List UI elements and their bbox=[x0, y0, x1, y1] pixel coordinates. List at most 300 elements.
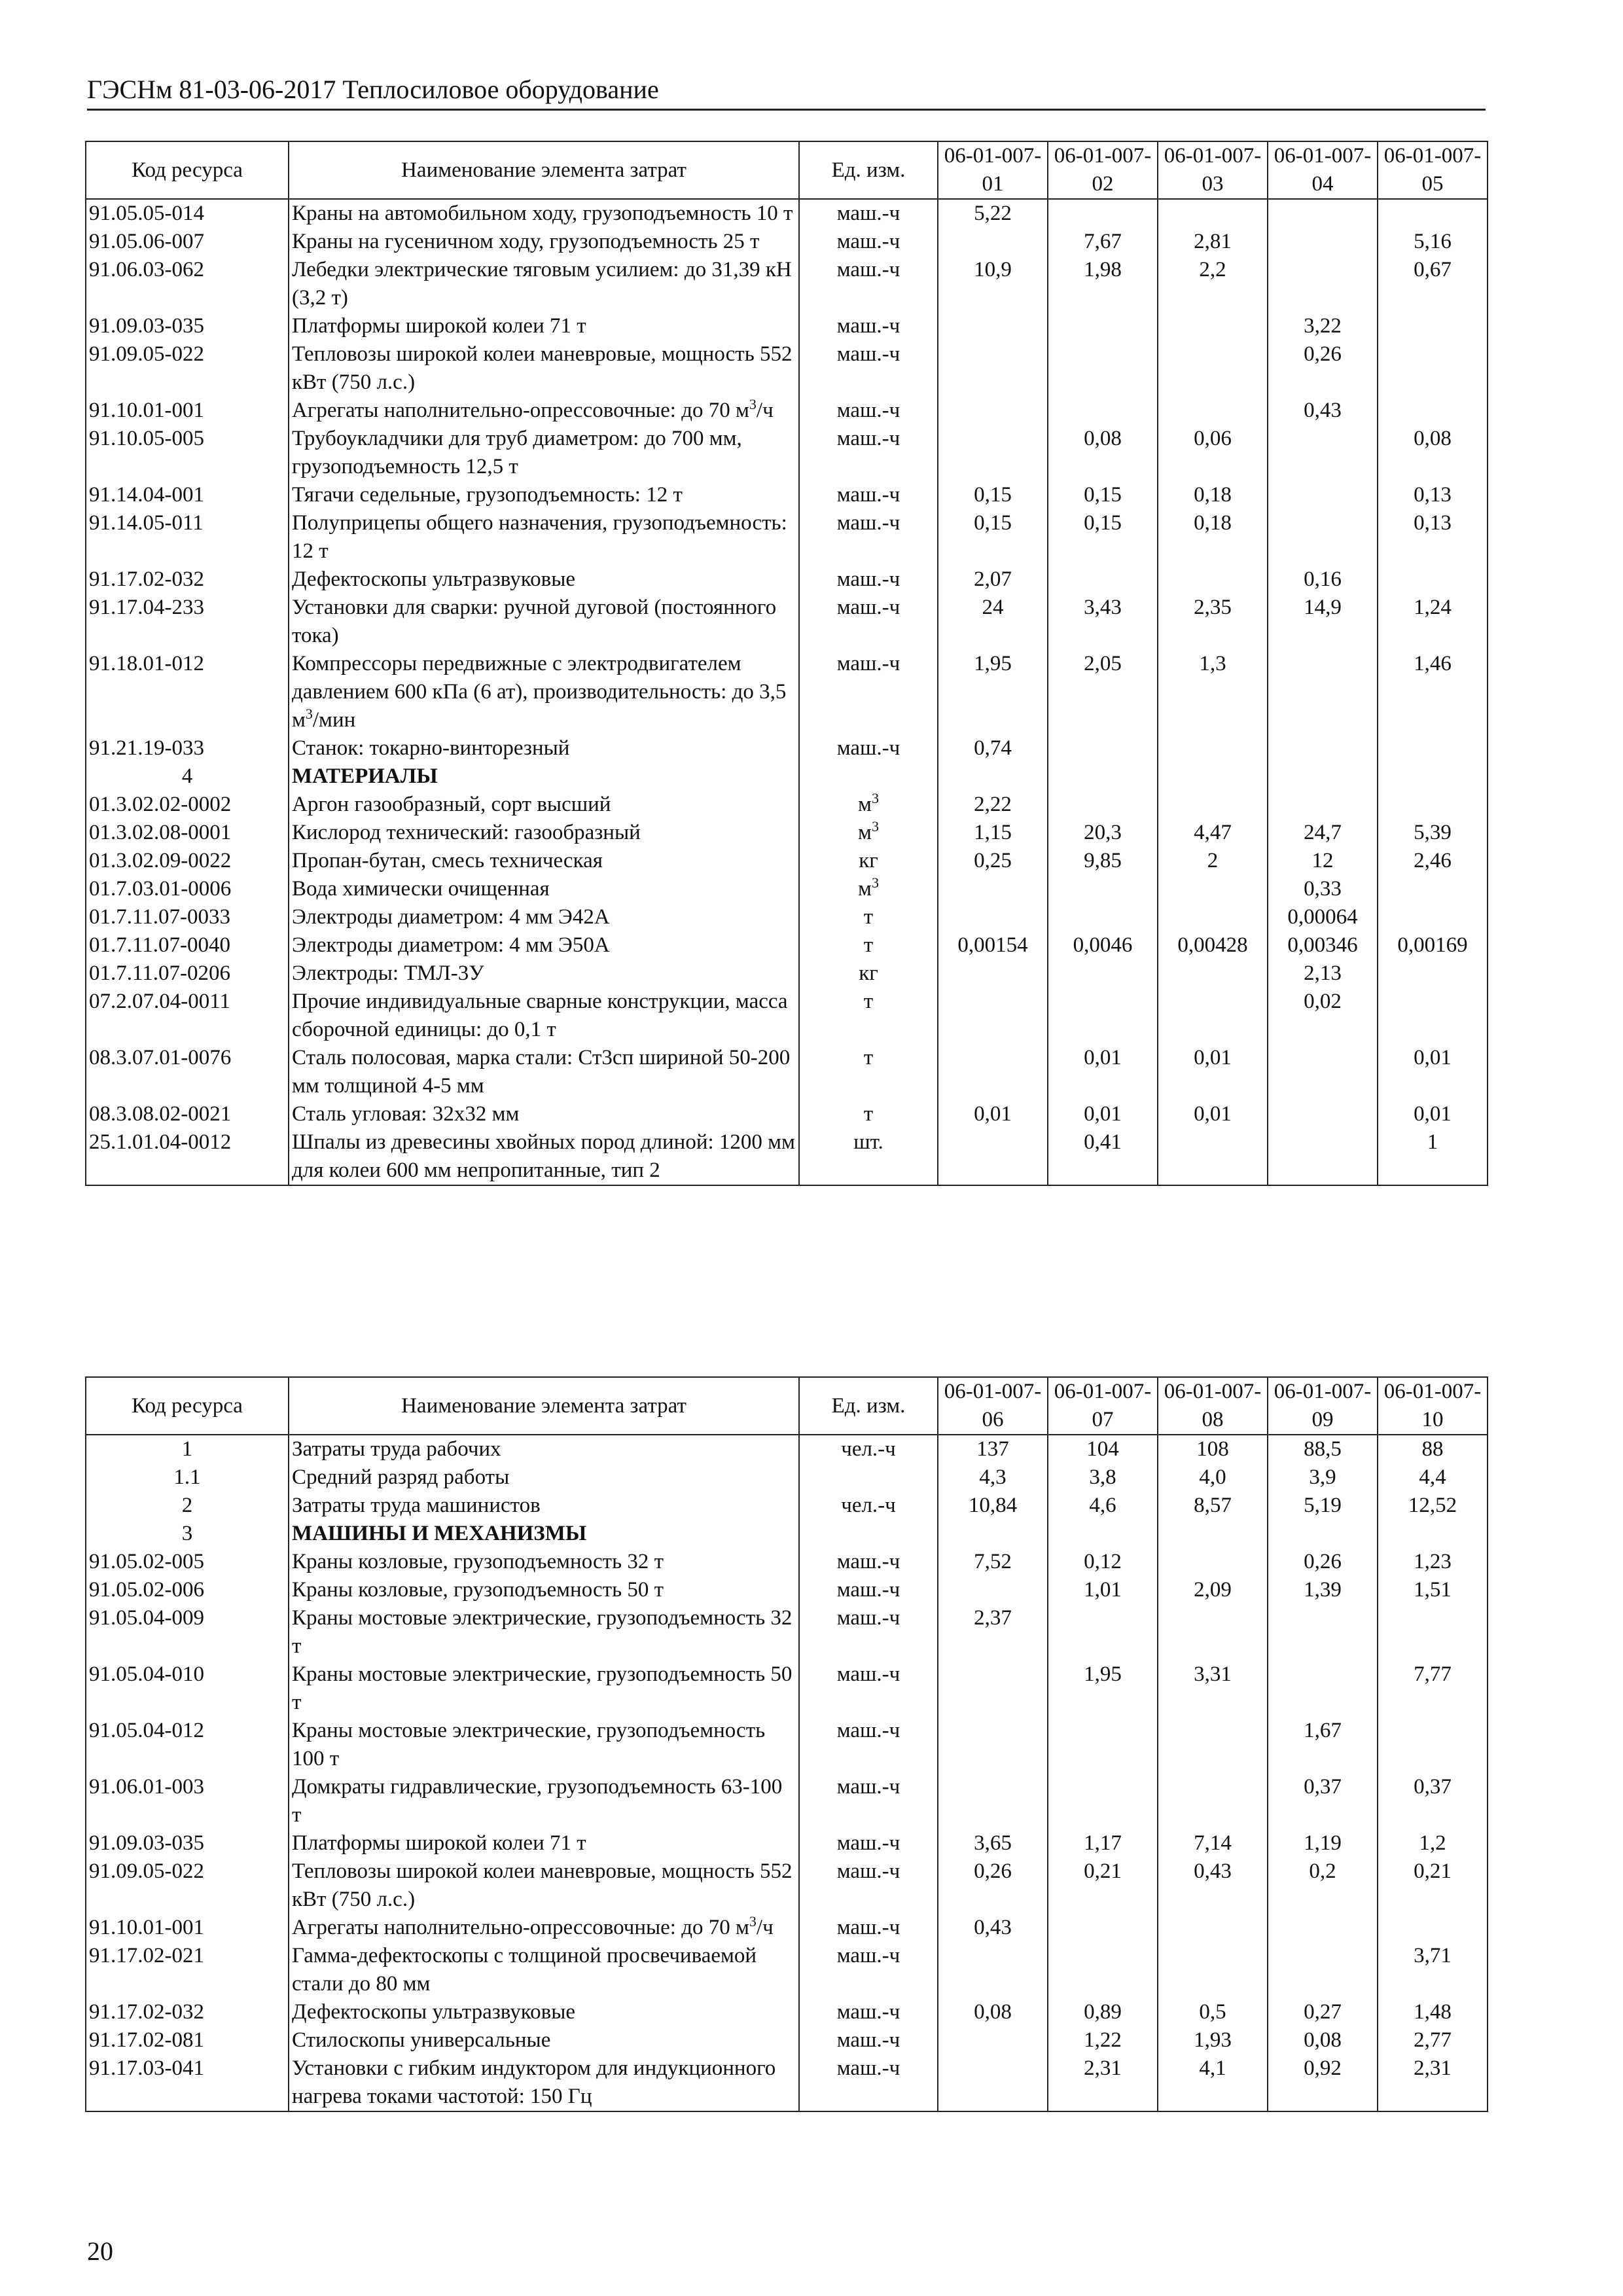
norm-value: 88 bbox=[1378, 1435, 1488, 1463]
norm-value bbox=[1158, 734, 1268, 762]
norm-value: 1,15 bbox=[938, 819, 1048, 847]
resource-code: 91.06.03-062 bbox=[86, 256, 289, 312]
col-header-norm: 06-01-007-05 bbox=[1378, 141, 1488, 199]
table-row bbox=[86, 819, 1488, 847]
norm-value bbox=[1158, 1773, 1268, 1829]
resource-code: 91.17.03-041 bbox=[86, 2054, 289, 2111]
cost-element-name: Затраты труда машинистов bbox=[289, 1492, 799, 1520]
resource-code: 91.05.04-010 bbox=[86, 1660, 289, 1717]
cost-element-name: Трубоукладчики для труб диаметром: до 700 мм, грузоподъемность 12,5 т bbox=[289, 425, 799, 481]
norm-value bbox=[1048, 312, 1158, 340]
norm-value bbox=[1268, 762, 1378, 791]
norm-value: 2,35 bbox=[1158, 594, 1268, 650]
table-row bbox=[86, 1857, 1488, 1914]
unit-of-measure: маш.-ч bbox=[799, 1717, 938, 1773]
norm-value bbox=[938, 312, 1048, 340]
resource-code: 01.3.02.09-0022 bbox=[86, 847, 289, 875]
norm-value bbox=[1158, 875, 1268, 903]
norm-value: 1,98 bbox=[1048, 256, 1158, 312]
norm-value: 0,0046 bbox=[1048, 931, 1158, 960]
table-row bbox=[86, 875, 1488, 903]
norm-value bbox=[1268, 734, 1378, 762]
norm-value: 1,22 bbox=[1048, 2026, 1158, 2054]
norm-value: 0,89 bbox=[1048, 1998, 1158, 2026]
unit-of-measure: шт. bbox=[799, 1128, 938, 1185]
norm-value: 0,74 bbox=[938, 734, 1048, 762]
table-row bbox=[86, 1773, 1488, 1829]
norm-value bbox=[938, 425, 1048, 481]
unit-of-measure: чел.-ч bbox=[799, 1492, 938, 1520]
norm-value: 0,5 bbox=[1158, 1998, 1268, 2026]
norm-value bbox=[1158, 1914, 1268, 1942]
norm-value bbox=[1158, 903, 1268, 931]
norm-value bbox=[1048, 199, 1158, 228]
cost-element-name: МАШИНЫ И МЕХАНИЗМЫ bbox=[289, 1520, 799, 1548]
norm-value bbox=[1158, 1942, 1268, 1998]
resource-code: 91.05.06-007 bbox=[86, 228, 289, 256]
norm-value bbox=[1378, 199, 1488, 228]
norm-value: 4,1 bbox=[1158, 2054, 1268, 2111]
resource-code: 91.05.02-005 bbox=[86, 1548, 289, 1576]
cost-element-name: Дефектоскопы ультразвуковые bbox=[289, 1998, 799, 2026]
norm-value: 5,39 bbox=[1378, 819, 1488, 847]
col-header-norm: 06-01-007-03 bbox=[1158, 141, 1268, 199]
norm-value bbox=[938, 2054, 1048, 2111]
table-row bbox=[86, 397, 1488, 425]
cost-element-name: Дефектоскопы ультразвуковые bbox=[289, 565, 799, 594]
norm-value bbox=[1378, 734, 1488, 762]
resource-code: 91.05.05-014 bbox=[86, 199, 289, 228]
unit-of-measure: т bbox=[799, 988, 938, 1044]
norm-value: 24 bbox=[938, 594, 1048, 650]
cost-element-name: Сталь полосовая, марка стали: Ст3сп шириной 50-200 мм толщиной 4-5 мм bbox=[289, 1044, 799, 1100]
unit-of-measure: маш.-ч bbox=[799, 397, 938, 425]
norm-value: 1,24 bbox=[1378, 594, 1488, 650]
norm-value: 104 bbox=[1048, 1435, 1158, 1463]
cost-element-name: Платформы широкой колеи 71 т bbox=[289, 312, 799, 340]
cost-element-name: Агрегаты наполнительно-опрессовочные: до 70 $м^3/ч$ bbox=[289, 1914, 799, 1942]
unit-of-measure: маш.-ч bbox=[799, 650, 938, 734]
col-header-norm: 06-01-007-10 bbox=[1378, 1377, 1488, 1435]
col-header-name: Наименование элемента затрат bbox=[289, 141, 799, 199]
norm-value: 7,52 bbox=[938, 1548, 1048, 1576]
norm-value bbox=[1268, 650, 1378, 734]
resource-code: 91.18.01-012 bbox=[86, 650, 289, 734]
norm-value: 1,2 bbox=[1378, 1829, 1488, 1857]
resource-code: 01.7.11.07-0040 bbox=[86, 931, 289, 960]
resource-table-1 bbox=[85, 141, 1488, 1186]
norm-value bbox=[1268, 1128, 1378, 1185]
unit-of-measure: маш.-ч bbox=[799, 2026, 938, 2054]
norm-value bbox=[938, 1660, 1048, 1717]
unit-of-measure: маш.-ч bbox=[799, 509, 938, 565]
resource-code: 01.7.11.07-0206 bbox=[86, 960, 289, 988]
norm-value bbox=[1378, 1717, 1488, 1773]
norm-value bbox=[1378, 1604, 1488, 1660]
resource-code: 91.17.02-032 bbox=[86, 565, 289, 594]
norm-value bbox=[1048, 565, 1158, 594]
norm-value: 0,15 bbox=[938, 509, 1048, 565]
norm-value: 0,2 bbox=[1268, 1857, 1378, 1914]
table-row bbox=[86, 847, 1488, 875]
norm-value: 2,05 bbox=[1048, 650, 1158, 734]
norm-value: 0,08 bbox=[938, 1998, 1048, 2026]
norm-value: 0,33 bbox=[1268, 875, 1378, 903]
unit-of-measure: маш.-ч bbox=[799, 228, 938, 256]
cost-element-name: Краны козловые, грузоподъемность 50 т bbox=[289, 1576, 799, 1604]
norm-value: 0,00346 bbox=[1268, 931, 1378, 960]
norm-value: 0,01 bbox=[1048, 1100, 1158, 1128]
table-row bbox=[86, 1100, 1488, 1128]
resource-code: 07.2.07.04-0011 bbox=[86, 988, 289, 1044]
norm-value bbox=[938, 1773, 1048, 1829]
norm-value: 2,07 bbox=[938, 565, 1048, 594]
norm-value: 20,3 bbox=[1048, 819, 1158, 847]
norm-value bbox=[1268, 228, 1378, 256]
cost-element-name: Средний разряд работы bbox=[289, 1463, 799, 1492]
norm-value bbox=[1268, 1604, 1378, 1660]
norm-value: 0,13 bbox=[1378, 481, 1488, 509]
norm-value: 3,71 bbox=[1378, 1942, 1488, 1998]
norm-value bbox=[1268, 1914, 1378, 1942]
norm-value: 2,81 bbox=[1158, 228, 1268, 256]
norm-value bbox=[1158, 988, 1268, 1044]
norm-value: 3,9 bbox=[1268, 1463, 1378, 1492]
unit-of-measure: т bbox=[799, 1100, 938, 1128]
norm-value: 14,9 bbox=[1268, 594, 1378, 650]
norm-value bbox=[1048, 397, 1158, 425]
cost-element-name: Прочие индивидуальные сварные конструкции, масса сборочной единицы: до 0,1 т bbox=[289, 988, 799, 1044]
norm-value: 2,37 bbox=[938, 1604, 1048, 1660]
norm-value: 0,37 bbox=[1268, 1773, 1378, 1829]
norm-value bbox=[1268, 791, 1378, 819]
norm-value: 0,01 bbox=[1048, 1044, 1158, 1100]
resource-code: 08.3.08.02-0021 bbox=[86, 1100, 289, 1128]
norm-value: 2,46 bbox=[1378, 847, 1488, 875]
norm-value: 0,43 bbox=[938, 1914, 1048, 1942]
cost-element-name: Электроды: ТМЛ-3У bbox=[289, 960, 799, 988]
col-header-norm: 06-01-007-08 bbox=[1158, 1377, 1268, 1435]
norm-value bbox=[1378, 875, 1488, 903]
norm-value bbox=[1158, 397, 1268, 425]
norm-value bbox=[1378, 960, 1488, 988]
cost-element-name: Платформы широкой колеи 71 т bbox=[289, 1829, 799, 1857]
norm-value bbox=[1158, 1548, 1268, 1576]
resource-code: 91.10.01-001 bbox=[86, 1914, 289, 1942]
norm-value bbox=[1048, 1604, 1158, 1660]
table-row bbox=[86, 312, 1488, 340]
norm-value: 12,52 bbox=[1378, 1492, 1488, 1520]
norm-value bbox=[1158, 1128, 1268, 1185]
col-header-norm: 06-01-007-07 bbox=[1048, 1377, 1158, 1435]
col-header-norm: 06-01-007-06 bbox=[938, 1377, 1048, 1435]
norm-value: 5,19 bbox=[1268, 1492, 1378, 1520]
col-header-norm: 06-01-007-02 bbox=[1048, 141, 1158, 199]
norm-value: 0,21 bbox=[1048, 1857, 1158, 1914]
norm-value: 1,19 bbox=[1268, 1829, 1378, 1857]
table-row bbox=[86, 256, 1488, 312]
norm-value bbox=[1048, 340, 1158, 397]
norm-value: 0,01 bbox=[1378, 1100, 1488, 1128]
cost-element-name: Аргон газообразный, сорт высший bbox=[289, 791, 799, 819]
unit-of-measure: $м^3$ bbox=[799, 875, 938, 903]
norm-value: 10,9 bbox=[938, 256, 1048, 312]
table-row bbox=[86, 1463, 1488, 1492]
document-header: ГЭСНм 81-03-06-2017 Теплосиловое оборудование bbox=[87, 73, 1486, 111]
norm-value: 3,31 bbox=[1158, 1660, 1268, 1717]
unit-of-measure: маш.-ч bbox=[799, 1548, 938, 1576]
norm-value: 3,22 bbox=[1268, 312, 1378, 340]
norm-value bbox=[1268, 1660, 1378, 1717]
unit-of-measure: маш.-ч bbox=[799, 312, 938, 340]
norm-value: 0,00064 bbox=[1268, 903, 1378, 931]
resource-code: 08.3.07.01-0076 bbox=[86, 1044, 289, 1100]
resource-code: 91.17.02-081 bbox=[86, 2026, 289, 2054]
norm-value bbox=[1268, 509, 1378, 565]
norm-value: 0,26 bbox=[1268, 1548, 1378, 1576]
table-row bbox=[86, 1998, 1488, 2026]
col-header-name: Наименование элемента затрат bbox=[289, 1377, 799, 1435]
table-row bbox=[86, 1829, 1488, 1857]
cost-element-name: Установки для сварки: ручной дуговой (постоянного тока) bbox=[289, 594, 799, 650]
unit-of-measure: чел.-ч bbox=[799, 1435, 938, 1463]
norm-value: 0,15 bbox=[938, 481, 1048, 509]
norm-value bbox=[1158, 791, 1268, 819]
unit-of-measure: кг bbox=[799, 960, 938, 988]
unit-of-measure: маш.-ч bbox=[799, 1604, 938, 1660]
norm-value bbox=[1048, 762, 1158, 791]
resource-code: 91.09.05-022 bbox=[86, 340, 289, 397]
norm-value: 0,01 bbox=[1158, 1044, 1268, 1100]
norm-value bbox=[938, 397, 1048, 425]
norm-value bbox=[1268, 199, 1378, 228]
unit-of-measure: маш.-ч bbox=[799, 1773, 938, 1829]
norm-value: 4,6 bbox=[1048, 1492, 1158, 1520]
resource-code: 91.21.19-033 bbox=[86, 734, 289, 762]
unit-of-measure: маш.-ч bbox=[799, 1914, 938, 1942]
norm-value: 1,93 bbox=[1158, 2026, 1268, 2054]
norm-value bbox=[1048, 903, 1158, 931]
cost-element-name: Краны на гусеничном ходу, грузоподъемность 25 т bbox=[289, 228, 799, 256]
unit-of-measure: маш.-ч bbox=[799, 565, 938, 594]
norm-value: 1,23 bbox=[1378, 1548, 1488, 1576]
resource-code: 91.10.05-005 bbox=[86, 425, 289, 481]
table-header-row bbox=[86, 1377, 1488, 1435]
table-row bbox=[86, 1044, 1488, 1100]
cost-element-name: Тепловозы широкой колеи маневровые, мощность 552 кВт (750 л.с.) bbox=[289, 340, 799, 397]
norm-value: 0,41 bbox=[1048, 1128, 1158, 1185]
unit-of-measure: маш.-ч bbox=[799, 2054, 938, 2111]
unit-of-measure: т bbox=[799, 1044, 938, 1100]
col-header-norm: 06-01-007-09 bbox=[1268, 1377, 1378, 1435]
table-row bbox=[86, 650, 1488, 734]
norm-value: 5,22 bbox=[938, 199, 1048, 228]
norm-value bbox=[1378, 903, 1488, 931]
table-row bbox=[86, 903, 1488, 931]
norm-value bbox=[1378, 1520, 1488, 1548]
norm-value: 12 bbox=[1268, 847, 1378, 875]
table-row bbox=[86, 509, 1488, 565]
resource-code: 91.14.05-011 bbox=[86, 509, 289, 565]
cost-element-name: Краны мостовые электрические, грузоподъемность 50 т bbox=[289, 1660, 799, 1717]
cost-element-name: Станок: токарно-винторезный bbox=[289, 734, 799, 762]
table-row bbox=[86, 481, 1488, 509]
page-number: 20 bbox=[87, 2236, 113, 2266]
norm-value: 3,8 bbox=[1048, 1463, 1158, 1492]
cost-element-name: Вода химически очищенная bbox=[289, 875, 799, 903]
norm-value bbox=[938, 228, 1048, 256]
table-row bbox=[86, 199, 1488, 228]
norm-value: 0,25 bbox=[938, 847, 1048, 875]
norm-value: 3,43 bbox=[1048, 594, 1158, 650]
table-row bbox=[86, 988, 1488, 1044]
norm-value: 2,31 bbox=[1048, 2054, 1158, 2111]
norm-value: 0,37 bbox=[1378, 1773, 1488, 1829]
cost-element-name: Пропан-бутан, смесь техническая bbox=[289, 847, 799, 875]
norm-value: 0,08 bbox=[1378, 425, 1488, 481]
resource-code: 91.05.04-012 bbox=[86, 1717, 289, 1773]
unit-of-measure: маш.-ч bbox=[799, 481, 938, 509]
resource-code: 91.14.04-001 bbox=[86, 481, 289, 509]
norm-value: 0,02 bbox=[1268, 988, 1378, 1044]
unit-of-measure: маш.-ч bbox=[799, 1998, 938, 2026]
norm-value: 2,31 bbox=[1378, 2054, 1488, 2111]
norm-value bbox=[1158, 960, 1268, 988]
norm-value: 0,18 bbox=[1158, 481, 1268, 509]
col-header-code: Код ресурса bbox=[86, 141, 289, 199]
cost-element-name: Краны козловые, грузоподъемность 32 т bbox=[289, 1548, 799, 1576]
unit-of-measure: кг bbox=[799, 847, 938, 875]
norm-value bbox=[1158, 565, 1268, 594]
norm-value: 7,14 bbox=[1158, 1829, 1268, 1857]
unit-of-measure bbox=[799, 1463, 938, 1492]
norm-value: 1,01 bbox=[1048, 1576, 1158, 1604]
norm-value: 2,09 bbox=[1158, 1576, 1268, 1604]
norm-value bbox=[1158, 340, 1268, 397]
table-row bbox=[86, 425, 1488, 481]
unit-of-measure: маш.-ч bbox=[799, 199, 938, 228]
resource-table-2 bbox=[85, 1376, 1488, 2112]
norm-value: 0,01 bbox=[1158, 1100, 1268, 1128]
resource-code: 1.1 bbox=[86, 1463, 289, 1492]
norm-value: 2 bbox=[1158, 847, 1268, 875]
norm-value: 0,00169 bbox=[1378, 931, 1488, 960]
norm-value bbox=[1378, 312, 1488, 340]
table-row bbox=[86, 791, 1488, 819]
resource-code: 01.3.02.08-0001 bbox=[86, 819, 289, 847]
table-row bbox=[86, 1520, 1488, 1548]
table-row bbox=[86, 762, 1488, 791]
norm-value: 0,08 bbox=[1268, 2026, 1378, 2054]
cost-element-name: Электроды диаметром: 4 мм Э50А bbox=[289, 931, 799, 960]
unit-of-measure: маш.-ч bbox=[799, 1576, 938, 1604]
table-row bbox=[86, 228, 1488, 256]
norm-value bbox=[1048, 791, 1158, 819]
cost-element-name: Установки с гибким индуктором для индукционного нагрева токами частотой: 150 Гц bbox=[289, 2054, 799, 2111]
unit-of-measure: т bbox=[799, 903, 938, 931]
norm-value: 2,77 bbox=[1378, 2026, 1488, 2054]
cost-element-name: Краны мостовые электрические, грузоподъемность 100 т bbox=[289, 1717, 799, 1773]
norm-value bbox=[938, 903, 1048, 931]
resource-code: 01.7.11.07-0033 bbox=[86, 903, 289, 931]
unit-of-measure: маш.-ч bbox=[799, 1942, 938, 1998]
norm-value: 0,01 bbox=[938, 1100, 1048, 1128]
unit-of-measure: $м^3$ bbox=[799, 791, 938, 819]
resource-code: 91.09.05-022 bbox=[86, 1857, 289, 1914]
resource-code: 3 bbox=[86, 1520, 289, 1548]
unit-of-measure: маш.-ч bbox=[799, 1829, 938, 1857]
norm-value bbox=[1158, 1717, 1268, 1773]
table-row bbox=[86, 1942, 1488, 1998]
unit-of-measure: маш.-ч bbox=[799, 594, 938, 650]
table-row bbox=[86, 1435, 1488, 1463]
resource-code: 91.17.02-032 bbox=[86, 1998, 289, 2026]
resource-code: 91.09.03-035 bbox=[86, 1829, 289, 1857]
norm-value bbox=[938, 960, 1048, 988]
cost-element-name: Агрегаты наполнительно-опрессовочные: до 70 $м^3/ч$ bbox=[289, 397, 799, 425]
norm-value bbox=[1048, 960, 1158, 988]
table-row bbox=[86, 1660, 1488, 1717]
norm-value bbox=[1158, 762, 1268, 791]
norm-value: 8,57 bbox=[1158, 1492, 1268, 1520]
table-row bbox=[86, 2054, 1488, 2111]
cost-element-name: Лебедки электрические тяговым усилием: до 31,39 кН (3,2 т) bbox=[289, 256, 799, 312]
norm-value: 0,16 bbox=[1268, 565, 1378, 594]
norm-value: 1,48 bbox=[1378, 1998, 1488, 2026]
norm-value: 4,4 bbox=[1378, 1463, 1488, 1492]
unit-of-measure: маш.-ч bbox=[799, 425, 938, 481]
norm-value bbox=[938, 2026, 1048, 2054]
norm-value bbox=[1048, 1773, 1158, 1829]
norm-value: 7,67 bbox=[1048, 228, 1158, 256]
resource-code: 91.17.02-021 bbox=[86, 1942, 289, 1998]
norm-value: 0,00428 bbox=[1158, 931, 1268, 960]
norm-value: 0,43 bbox=[1268, 397, 1378, 425]
resource-code: 01.3.02.02-0002 bbox=[86, 791, 289, 819]
norm-value bbox=[938, 875, 1048, 903]
unit-of-measure: маш.-ч bbox=[799, 340, 938, 397]
norm-value: 1 bbox=[1378, 1128, 1488, 1185]
norm-value: 2,2 bbox=[1158, 256, 1268, 312]
table-row bbox=[86, 1914, 1488, 1942]
unit-of-measure: маш.-ч bbox=[799, 1660, 938, 1717]
norm-value bbox=[1158, 312, 1268, 340]
resource-code: 2 bbox=[86, 1492, 289, 1520]
col-header-unit: Ед. изм. bbox=[799, 141, 938, 199]
table-row bbox=[86, 734, 1488, 762]
norm-value: 1,39 bbox=[1268, 1576, 1378, 1604]
norm-value: 1,95 bbox=[1048, 1660, 1158, 1717]
norm-value bbox=[1268, 1942, 1378, 1998]
norm-value: 0,12 bbox=[1048, 1548, 1158, 1576]
resource-code: 91.06.01-003 bbox=[86, 1773, 289, 1829]
norm-value: 0,43 bbox=[1158, 1857, 1268, 1914]
norm-value bbox=[938, 762, 1048, 791]
unit-of-measure bbox=[799, 1520, 938, 1548]
norm-value: 0,00154 bbox=[938, 931, 1048, 960]
table-row bbox=[86, 1128, 1488, 1185]
resource-code: 91.05.04-009 bbox=[86, 1604, 289, 1660]
cost-element-name: Полуприцепы общего назначения, грузоподъемность: 12 т bbox=[289, 509, 799, 565]
col-header-unit: Ед. изм. bbox=[799, 1377, 938, 1435]
norm-value: 1,51 bbox=[1378, 1576, 1488, 1604]
cost-element-name: Сталь угловая: 32х32 мм bbox=[289, 1100, 799, 1128]
unit-of-measure: т bbox=[799, 931, 938, 960]
norm-value bbox=[1268, 1520, 1378, 1548]
col-header-norm: 06-01-007-01 bbox=[938, 141, 1048, 199]
norm-value bbox=[1048, 1717, 1158, 1773]
norm-value: 0,92 bbox=[1268, 2054, 1378, 2111]
